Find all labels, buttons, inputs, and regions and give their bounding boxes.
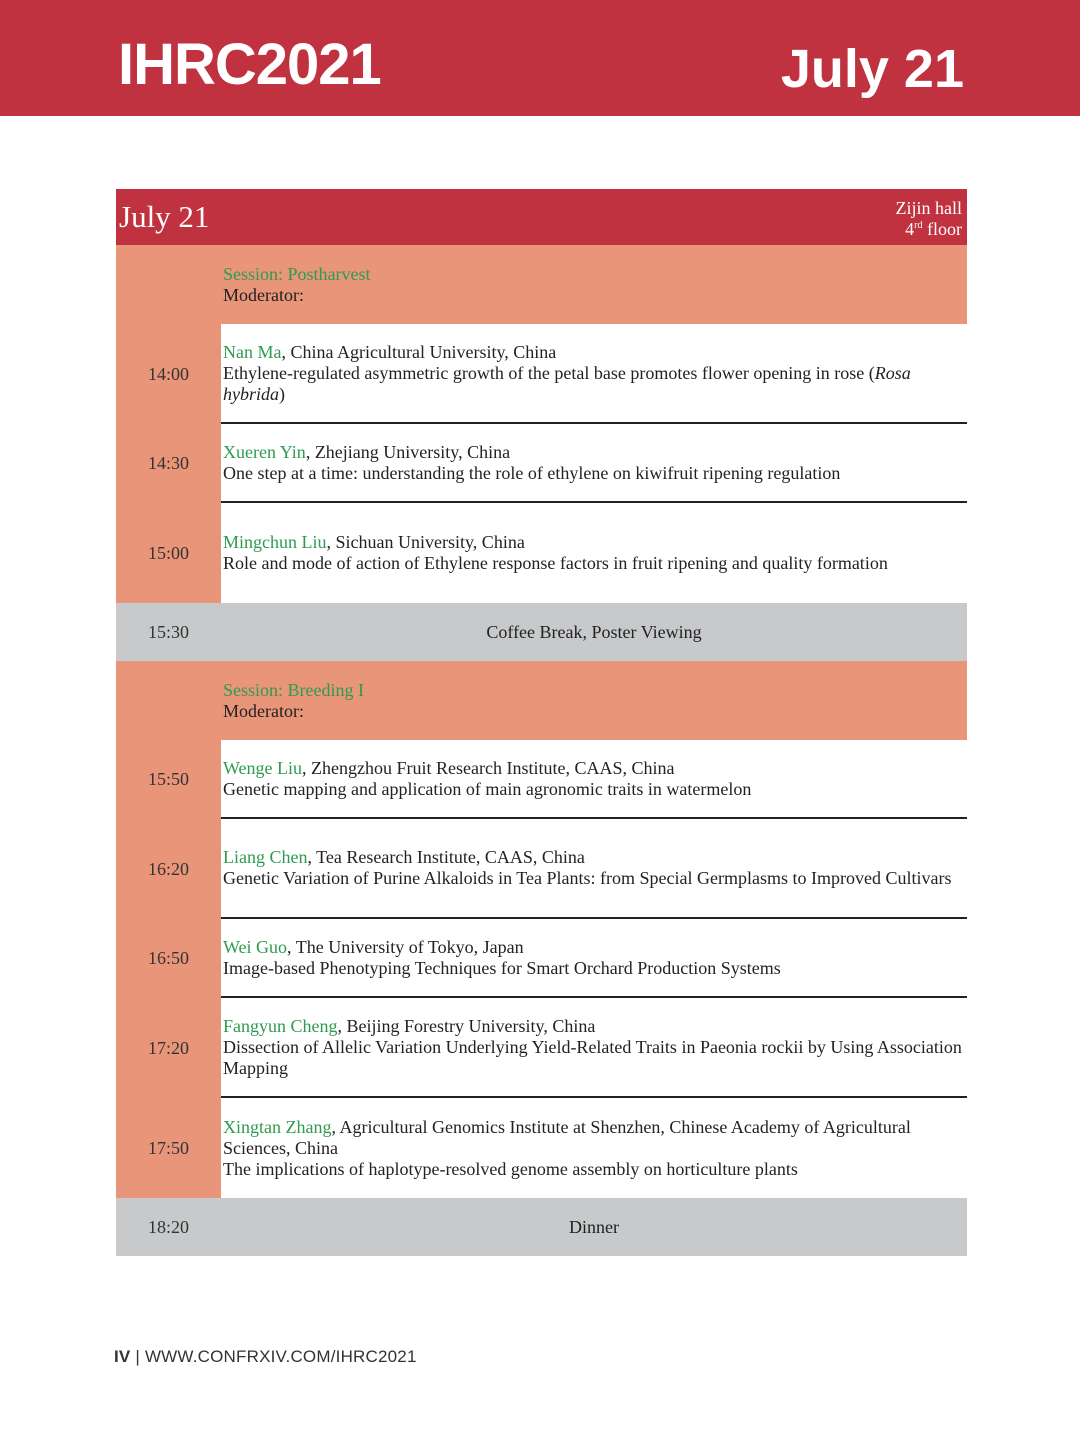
speaker-affiliation: , Beijing Forestry University, China xyxy=(337,1015,596,1036)
session-row xyxy=(116,245,967,324)
footer-separator: | xyxy=(130,1347,145,1366)
time-cell: 15:50 xyxy=(116,740,221,819)
speaker-name: Fangyun Cheng xyxy=(223,1015,338,1036)
page-footer xyxy=(114,1347,417,1367)
speaker-name: Mingchun Liu xyxy=(223,532,327,552)
break-row xyxy=(116,603,967,661)
time-cell: 15:30 xyxy=(116,603,221,661)
session-title: Session: Postharvest xyxy=(223,264,371,284)
talk-title: Ethylene-regulated asymmetric growth of the petal base promotes flower opening in rose (Rosa hybrida) xyxy=(223,362,911,404)
talk-title: Role and mode of action of Ethylene response factors in fruit ripening and quality formation xyxy=(223,553,888,573)
time-cell: 16:20 xyxy=(116,819,221,919)
time-cell: 14:00 xyxy=(116,324,221,424)
talk-row xyxy=(116,919,967,998)
talk-title: Genetic mapping and application of main agronomic traits in watermelon xyxy=(223,778,752,799)
time-cell: 17:20 xyxy=(116,998,221,1098)
talk-row xyxy=(116,1098,967,1198)
talk-title: Dissection of Allelic Variation Underlying Yield-Related Traits in Paeonia rockii by Using Association Mapping xyxy=(223,1036,962,1078)
schedule-date: July 21 xyxy=(119,199,210,234)
speaker-name: Wei Guo xyxy=(223,936,288,957)
talk-row xyxy=(116,324,967,424)
speaker-name: Xueren Yin xyxy=(223,441,306,462)
speaker-affiliation: , Zhejiang University, China xyxy=(305,441,511,462)
speaker-affiliation: , Tea Research Institute, CAAS, China xyxy=(307,847,585,867)
session-title: Session: Breeding I xyxy=(223,680,364,700)
banner-date: July 21 xyxy=(780,39,964,99)
schedule-table xyxy=(116,189,967,1256)
speaker-name: Wenge Liu xyxy=(223,757,303,778)
venue-floor: 4rd floor xyxy=(905,219,962,239)
speaker-name: Nan Ma xyxy=(223,341,282,362)
break-label: Dinner xyxy=(569,1216,619,1237)
moderator-label: Moderator: xyxy=(223,701,304,721)
talk-title: The implications of haplotype-resolved genome assembly on horticulture plants xyxy=(223,1158,798,1179)
time-cell: 17:50 xyxy=(116,1098,221,1198)
time-cell: 14:30 xyxy=(116,424,221,503)
header-banner xyxy=(0,0,1080,116)
talk-title: Image-based Phenotyping Techniques for Smart Orchard Production Systems xyxy=(223,957,781,978)
time-cell: 18:20 xyxy=(116,1198,221,1256)
moderator-label: Moderator: xyxy=(223,285,304,305)
break-row xyxy=(116,1198,967,1256)
talk-row xyxy=(116,424,967,503)
venue-hall: Zijin hall xyxy=(895,198,962,218)
time-cell xyxy=(116,661,221,740)
break-label: Coffee Break, Poster Viewing xyxy=(486,621,702,642)
talk-title: Genetic Variation of Purine Alkaloids in Tea Plants: from Special Germplasms to Improved Cultivars xyxy=(223,868,952,888)
schedule-header xyxy=(116,189,967,245)
speaker-affiliation: , The University of Tokyo, Japan xyxy=(287,936,524,957)
conference-title: IHRC2021 xyxy=(118,32,381,97)
footer-url: WWW.CONFRXIV.COM/IHRC2021 xyxy=(144,1347,417,1366)
page-number: IV xyxy=(114,1347,131,1366)
speaker-name: Xingtan Zhang xyxy=(223,1116,332,1137)
time-cell xyxy=(116,245,221,324)
talk-title: One step at a time: understanding the role of ethylene on kiwifruit ripening regulation xyxy=(223,462,841,483)
speaker-affiliation: , Agricultural Genomics Institute at Shenzhen, Chinese Academy of Agricultural Sciences, China xyxy=(223,1116,911,1158)
talk-row xyxy=(116,819,967,919)
speaker-affiliation: , Zhengzhou Fruit Research Institute, CAAS, China xyxy=(302,757,675,778)
speaker-affiliation: , China Agricultural University, China xyxy=(281,341,557,362)
talk-row xyxy=(116,998,967,1098)
talk-row xyxy=(116,740,967,819)
speaker-affiliation: , Sichuan University, China xyxy=(326,532,525,552)
speaker-name: Liang Chen xyxy=(223,847,308,867)
time-cell: 16:50 xyxy=(116,919,221,998)
venue xyxy=(896,198,963,240)
session-row xyxy=(116,661,967,740)
time-cell: 15:00 xyxy=(116,503,221,603)
talk-row xyxy=(116,503,967,603)
